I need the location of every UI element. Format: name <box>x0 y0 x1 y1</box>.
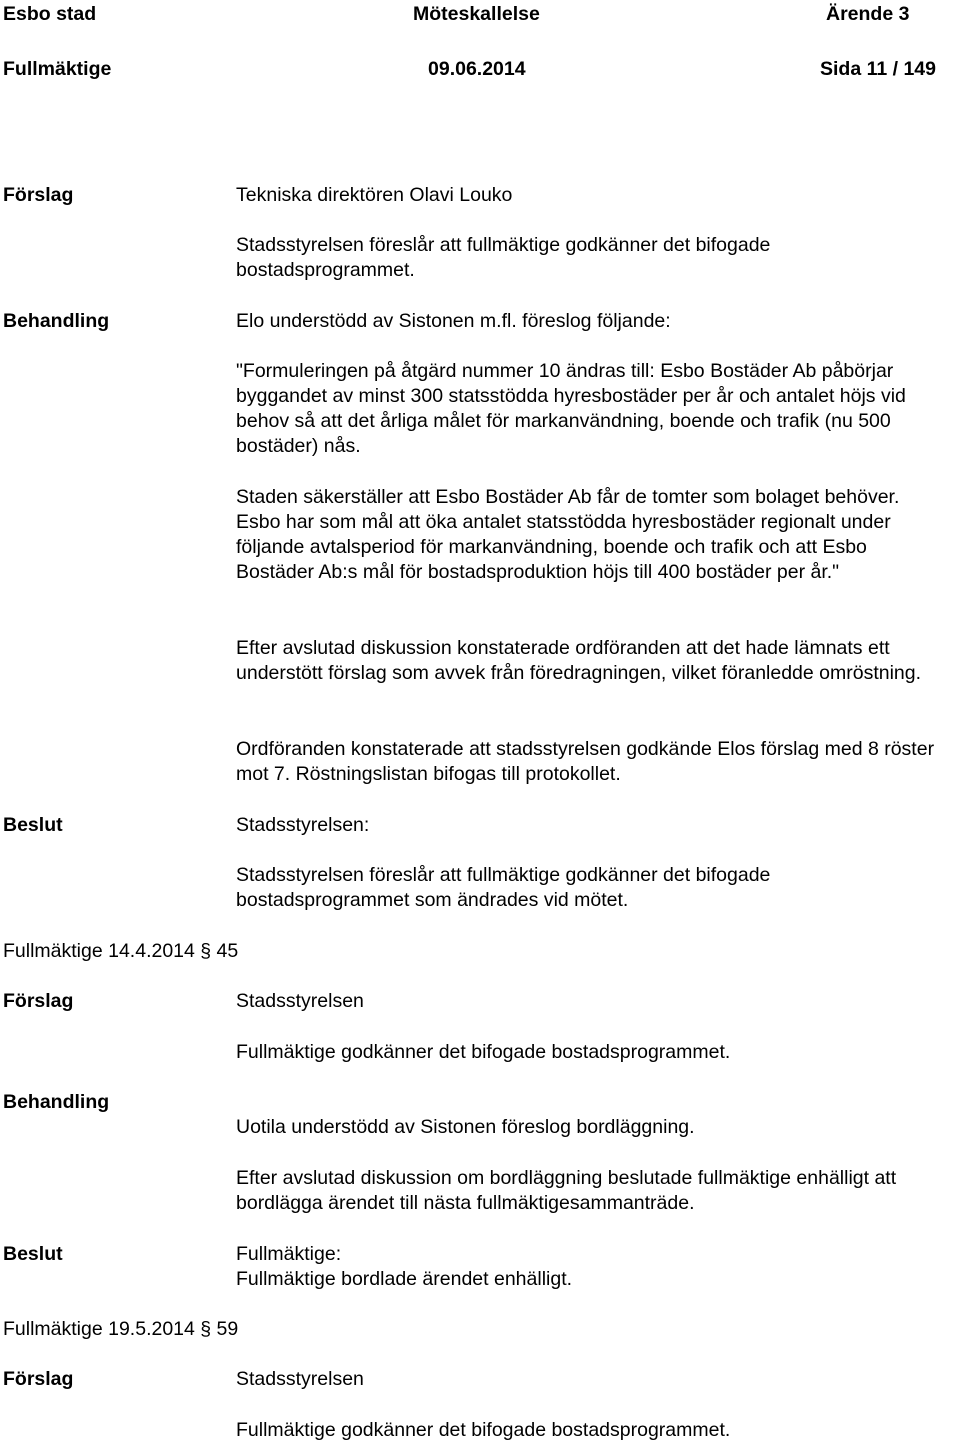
section1-forslag-label: Förslag <box>3 184 74 206</box>
section1-beslut-by: Stadsstyrelsen: <box>236 814 370 836</box>
section1-behandling-quote1: "Formuleringen på åtgärd nummer 10 ändras till: Esbo Bostäder Ab påbörjar byggandet av minst 300 statsstödda hyresbostäder per år och antalet höjs vid behov så att det årliga målet för markanvändning, boende och trafik (nu 500 bostäder) nås. <box>236 360 906 457</box>
section2-beslut-label: Beslut <box>3 1243 63 1265</box>
header-item: Ärende 3 <box>826 3 910 25</box>
section2-behandling-label: Behandling <box>3 1091 110 1113</box>
section1-beslut-text: Stadsstyrelsen föreslår att fullmäktige godkänner det bifogade bostadsprogrammet som ändrades vid mötet. <box>236 864 771 911</box>
section2-behandling-p2: Efter avslutad diskussion om bordläggning beslutade fullmäktige enhälligt att bordlägga ärendet till nästa fullmäktigesammanträde. <box>236 1167 897 1214</box>
section1-behandling-p2: Efter avslutad diskussion konstaterade ordföranden att det hade lämnats ett understött förslag som avvek från föredragningen, vilket föranledde omröstning. <box>236 637 922 684</box>
section2-behandling-p1: Uotila understödd av Sistonen föreslog bordläggning. <box>236 1116 695 1138</box>
header-doc-type: Möteskallelse <box>413 3 540 25</box>
section3-forslag-author: Stadsstyrelsen <box>236 1368 364 1390</box>
section3-heading: Fullmäktige 19.5.2014 § 59 <box>3 1318 239 1340</box>
header-body: Fullmäktige <box>3 58 112 80</box>
header-page: Sida 11 / 149 <box>820 58 937 80</box>
section2-beslut-text: Fullmäktige bordlade ärendet enhälligt. <box>236 1268 573 1290</box>
section1-behandling-p3: Ordföranden konstaterade att stadsstyrelsen godkände Elos förslag med 8 röster mot 7. Röstningslistan bifogas till protokollet. <box>236 738 935 785</box>
section1-behandling-quote2: Staden säkerställer att Esbo Bostäder Ab får de tomter som bolaget behöver. Esbo har som mål att öka antalet statsstödda hyresbostäder regionalt under följande avtalsperiod för markanvändning, boende och trafik och att Esbo Bostäder Ab:s mål för bostadsproduktion höjs till 400 bostäder per år." <box>236 486 900 583</box>
header-date: 09.06.2014 <box>428 58 526 80</box>
section1-forslag-text: Stadsstyrelsen föreslår att fullmäktige godkänner det bifogade bostadsprogrammet. <box>236 234 771 281</box>
section2-beslut-by: Fullmäktige: <box>236 1243 342 1265</box>
section1-behandling-p1: Elo understödd av Sistonen m.fl. föreslog följande: <box>236 310 671 332</box>
section3-forslag-label: Förslag <box>3 1368 74 1390</box>
section1-forslag-author: Tekniska direktören Olavi Louko <box>236 184 513 206</box>
section2-forslag-label: Förslag <box>3 990 74 1012</box>
section2-heading: Fullmäktige 14.4.2014 § 45 <box>3 940 239 962</box>
header-org: Esbo stad <box>3 3 97 25</box>
section1-behandling-label: Behandling <box>3 310 110 332</box>
section2-forslag-author: Stadsstyrelsen <box>236 990 364 1012</box>
section2-forslag-text: Fullmäktige godkänner det bifogade bostadsprogrammet. <box>236 1041 731 1063</box>
section3-forslag-text: Fullmäktige godkänner det bifogade bostadsprogrammet. <box>236 1419 731 1441</box>
section1-beslut-label: Beslut <box>3 814 63 836</box>
